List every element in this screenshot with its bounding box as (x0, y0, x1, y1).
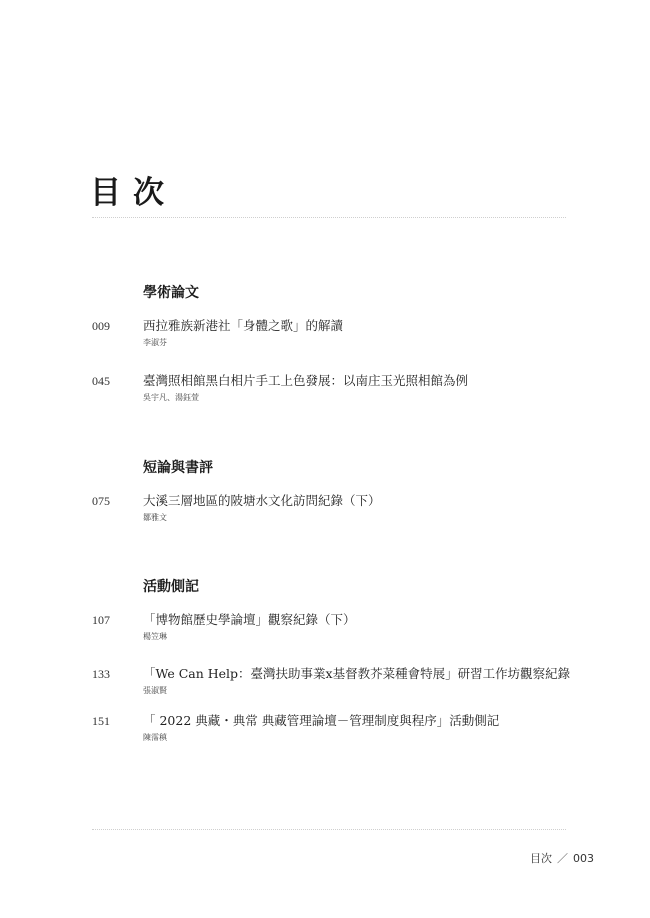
entry-title: 「博物館歷史學論壇」觀察紀錄（下） (143, 612, 356, 627)
footer-separator: ／ (557, 852, 568, 865)
entry-page-number: 151 (92, 714, 110, 728)
page-title: 目次 (90, 175, 176, 211)
entry-author: 吳宇凡、湯鈺萱 (143, 393, 199, 402)
entry-title: 西拉雅族新港社「身體之歌」的解讀 (143, 318, 344, 333)
section-heading-academic: 學術論文 (143, 285, 199, 301)
section-heading-reviews: 短論與書評 (143, 460, 213, 476)
entry-page-number: 107 (92, 613, 110, 627)
entry-author: 陳霈稹 (143, 733, 167, 742)
entry-page-number: 009 (92, 319, 110, 333)
entry-author: 李淑芬 (143, 338, 167, 347)
entry-author: 鄒雅文 (143, 513, 167, 522)
page-footer (530, 852, 594, 866)
header-divider (92, 217, 566, 218)
section-heading-events: 活動側記 (143, 579, 199, 595)
footer-label: 目次 (530, 852, 552, 865)
entry-page-number: 075 (92, 494, 110, 508)
entry-title: 「 2022 典藏・典常 典藏管理論壇－管理制度與程序」活動側記 (143, 713, 500, 728)
entry-title: 「We Can Help：臺灣扶助事業x基督教芥菜種會特展」研習工作坊觀察紀錄 (143, 666, 571, 681)
entry-page-number: 045 (92, 374, 110, 388)
footer-divider (92, 829, 566, 830)
entry-title: 大溪三層地區的陂塘水文化訪問紀錄（下） (143, 493, 381, 508)
footer-page-number: 003 (573, 852, 594, 865)
entry-author: 張淑賢 (143, 686, 167, 695)
entry-page-number: 133 (92, 667, 110, 681)
entry-title: 臺灣照相館黑白相片手工上色發展：以南庄玉光照相館為例 (143, 373, 469, 388)
entry-author: 楊笠琳 (143, 632, 167, 641)
